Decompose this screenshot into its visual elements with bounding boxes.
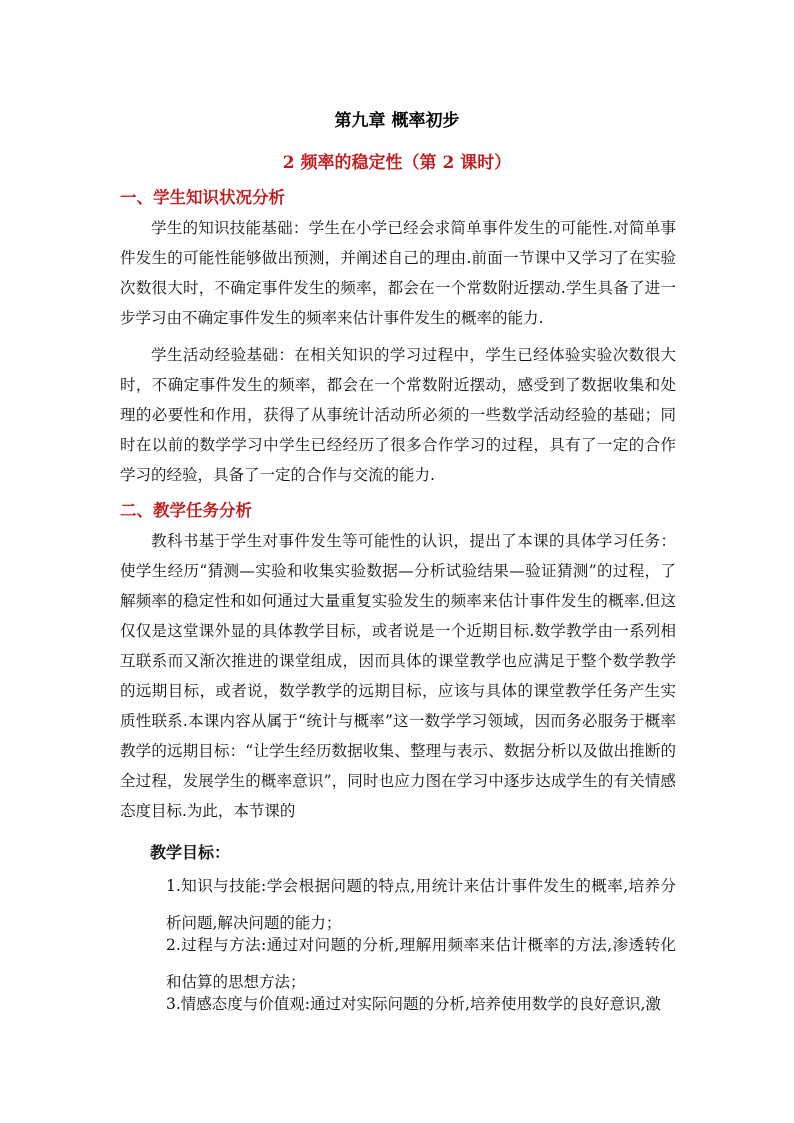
objective-item-attitude: 3.情感态度与价值观:通过对实际问题的分析,培养使用数学的良好意识,激 <box>166 995 661 1013</box>
lesson-title: 2 频率的稳定性（第 2 课时） <box>282 153 512 173</box>
paragraph-task-analysis: 教科书基于学生对事件发生等可能性的认识，提出了本课的具体学习任务：使学生经历“猜测—实验和收集实验数据—分析试验结果—验证猜测”的过程，了解频率的稳定性和如何通过大量重复实验发生的频率来估计事件发生的概率.但这仅仅是这堂课外显的具体教学目标，或者说是一个近期目标.数学教学由一系列相互联系而又渐次推进的课堂组成，因而具体的课堂教学也应满足于整个数学教学的远期目标，或者说，数学教学的远期目标，应该与具体的课堂教学任务产生实质性联系.本课内容从属于“统计与概率”这一数学学习领域，因而务必服务于概率教学的远期目标：“让学生经历数据收集、整理与表示、数据分析以及做出推断的全过程，发展学生的概率意识”，同时也应力图在学习中逐步达成学生的有关情感态度目标.为此，本节课的 <box>120 532 676 820</box>
objective-item-knowledge: 1.知识与技能:学会根据问题的特点,用统计来估计事件发生的概率,培养分析问题,解决问题的能力； <box>166 877 676 932</box>
section-heading-task-analysis: 二、教学任务分析 <box>120 501 252 520</box>
chapter-title: 第九章 概率初步 <box>334 111 460 131</box>
paragraph-knowledge-basis: 学生的知识技能基础：学生在小学已经会求简单事件发生的可能性.对简单事件发生的可能性能够做出预测，并阐述自己的理由.前面一节课中又学习了在实验次数很大时，不确定事件发生的频率，都会在一个常数附近摆动.学生具备了进一步学习由不确定事件发生的频率来估计事件发生的概率的能力. <box>120 219 676 327</box>
section-heading-student-analysis: 一、学生知识状况分析 <box>120 188 285 207</box>
objective-item-process: 2.过程与方法:通过对问题的分析,理解用频率来估计概率的方法,渗透转化和估算的思想方法； <box>166 936 676 991</box>
objectives-title: 教学目标： <box>150 843 231 862</box>
paragraph-experience-basis: 学生活动经验基础：在相关知识的学习过程中，学生已经体验实验次数很大时，不确定事件发生的频率，都会在一个常数附近摆动，感受到了数据收集和处理的必要性和作用，获得了从事统计活动所必须的一些数学活动经验的基础；同时在以前的数学学习中学生已经经历了很多合作学习的过程，具有了一定的合作学习的经验，具备了一定的合作与交流的能力. <box>120 346 676 484</box>
